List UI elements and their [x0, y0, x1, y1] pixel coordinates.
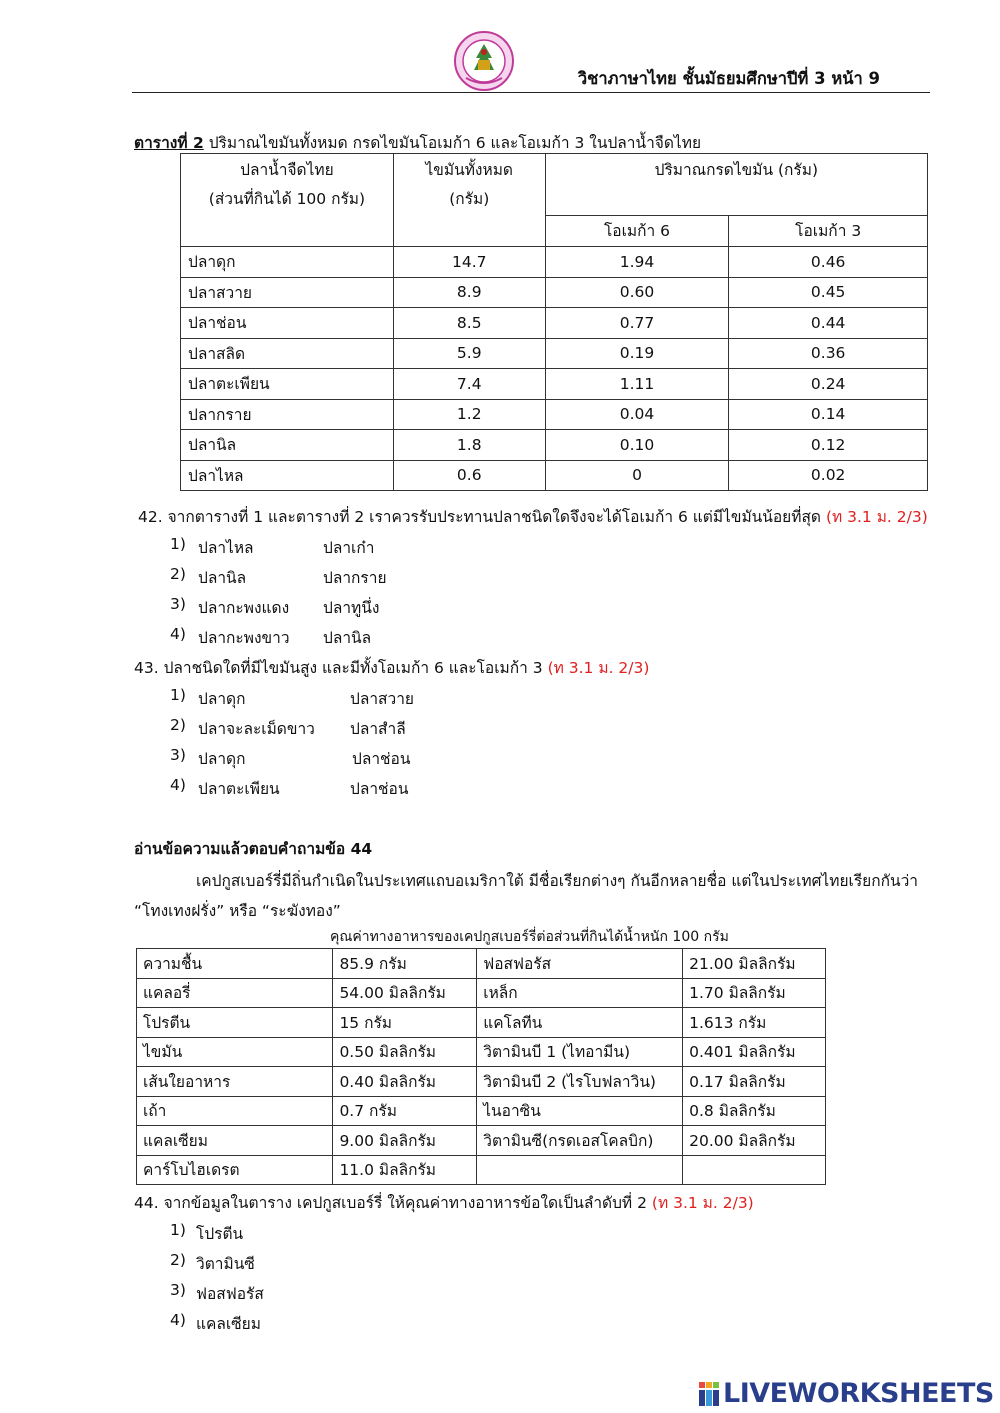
- nutrient-name: โปรตีน: [137, 1008, 333, 1038]
- table-row: [137, 1155, 826, 1185]
- fat-value: 8.9: [393, 277, 545, 308]
- table-row: [181, 338, 928, 369]
- choice-text-b: ปลาทูนึ่ง: [323, 599, 380, 617]
- question-42-text: 42. จากตารางที่ 1 และตารางที่ 2 เราควรรับประทานปลาชนิดใดจึงจะได้โอเมก้า 6 แต่มีไขมันน้อยที่สุด: [138, 508, 821, 526]
- nutrition-table: [136, 948, 826, 1185]
- reading-heading: อ่านข้อความแล้วตอบคำถามข้อ 44: [134, 840, 373, 858]
- omega3-value: 0.36: [729, 338, 928, 369]
- q44-choice-2[interactable]: [170, 1251, 370, 1273]
- header-fish-line1: ปลาน้ำจืดไทย: [240, 161, 334, 179]
- table-row: [181, 277, 928, 308]
- nutrient-name: ไนอาซิน: [477, 1096, 683, 1126]
- q42-choice-3[interactable]: [170, 595, 430, 617]
- liveworksheets-logo-icon: [698, 1381, 720, 1407]
- watermark-text: LIVEWORKSHEETS: [723, 1378, 994, 1409]
- nutrient-value: 0.8 มิลลิกรัม: [683, 1096, 826, 1126]
- q44-choice-1[interactable]: [170, 1221, 370, 1243]
- fish-name: ปลากราย: [181, 399, 394, 430]
- omega6-value: 0.04: [545, 399, 729, 430]
- omega6-value: 0: [545, 460, 729, 491]
- omega3-value: 0.45: [729, 277, 928, 308]
- nutrient-value: 20.00 มิลลิกรัม: [683, 1126, 826, 1156]
- table-row: [137, 949, 826, 979]
- table2-caption: [134, 130, 701, 155]
- question-44-ref: (ท 3.1 ม. 2/3): [651, 1194, 754, 1212]
- header-acid: ปริมาณกรดไขมัน (กรัม): [545, 154, 927, 216]
- q44-choice-3[interactable]: [170, 1281, 370, 1303]
- fish-name: ปลาสวาย: [181, 277, 394, 308]
- choice-number: 4): [170, 625, 186, 643]
- question-42-ref: (ท 3.1 ม. 2/3): [825, 508, 928, 526]
- table-row: [137, 978, 826, 1008]
- q44-choice-4[interactable]: [170, 1311, 370, 1333]
- table-row: [137, 1037, 826, 1067]
- omega3-value: 0.14: [729, 399, 928, 430]
- choice-text-a: ปลานิล: [198, 569, 247, 587]
- header-fat-line1: ไขมันทั้งหมด: [425, 161, 513, 179]
- choice-text-b: ปลากราย: [323, 569, 387, 587]
- nutrient-name: เส้นใยอาหาร: [137, 1067, 333, 1097]
- nutrient-value: 1.70 มิลลิกรัม: [683, 978, 826, 1008]
- liveworksheets-watermark[interactable]: [698, 1378, 994, 1409]
- q43-choice-3[interactable]: [170, 746, 430, 768]
- nutrient-value: 0.401 มิลลิกรัม: [683, 1037, 826, 1067]
- q43-choice-1[interactable]: [170, 686, 430, 708]
- q42-choice-2[interactable]: [170, 565, 430, 587]
- header-fish: [181, 154, 394, 247]
- table-row: [181, 308, 928, 339]
- choice-text-a: ปลาจะละเม็ดขาว: [198, 720, 315, 738]
- header-divider: [132, 92, 930, 93]
- question-42: [138, 504, 928, 529]
- nutrient-name: ไขมัน: [137, 1037, 333, 1067]
- choice-number: 2): [170, 565, 186, 583]
- nutrient-name: แคโลทีน: [477, 1008, 683, 1038]
- choice-text-b: ปลานิล: [323, 629, 372, 647]
- choice-number: 2): [170, 1251, 186, 1269]
- reading-paragraph: [134, 866, 930, 926]
- header-omega6: โอเมก้า 6: [545, 215, 729, 246]
- fat-value: 1.2: [393, 399, 545, 430]
- nutrient-name: เถ้า: [137, 1096, 333, 1126]
- choice-text-a: ปลาตะเพียน: [198, 780, 280, 798]
- choice-number: 4): [170, 1311, 186, 1329]
- choice-number: 1): [170, 1221, 186, 1239]
- fat-value: 7.4: [393, 369, 545, 400]
- omega3-value: 0.24: [729, 369, 928, 400]
- header-fat-line2: (กรัม): [449, 190, 490, 208]
- omega6-value: 1.11: [545, 369, 729, 400]
- omega6-value: 0.60: [545, 277, 729, 308]
- q42-choice-4[interactable]: [170, 625, 430, 647]
- fish-name: ปลาตะเพียน: [181, 369, 394, 400]
- choice-number: 3): [170, 1281, 186, 1299]
- reading-paragraph-text: เคปกูสเบอร์รี่มีถิ่นกำเนิดในประเทศแถบอเมริกาใต้ มีชื่อเรียกต่างๆ กันอีกหลายชื่อ แต่ในประเทศไทยเรียกกันว่า “โทงเทงฝรั่ง” หรือ “ระฆังทอง”: [134, 872, 919, 920]
- choice-number: 1): [170, 686, 186, 704]
- question-44-text: 44. จากข้อมูลในตาราง เคปกูสเบอร์รี่ ให้คุณค่าทางอาหารข้อใดเป็นลำดับที่ 2: [134, 1194, 647, 1212]
- fish-name: ปลานิล: [181, 430, 394, 461]
- nutrient-name: คาร์โบไฮเดรต: [137, 1155, 333, 1185]
- table2-caption-text: ปริมาณไขมันทั้งหมด กรดไขมันโอเมก้า 6 และโอเมก้า 3 ในปลาน้ำจืดไทย: [203, 134, 702, 152]
- choice-number: 3): [170, 595, 186, 613]
- fish-name: ปลาไหล: [181, 460, 394, 491]
- choice-text-a: ปลากะพงขาว: [198, 629, 290, 647]
- omega3-value: 0.44: [729, 308, 928, 339]
- choice-text-a: ปลาดุก: [198, 690, 246, 708]
- table-row: [181, 460, 928, 491]
- header-fish-line2: (ส่วนที่กินได้ 100 กรัม): [208, 190, 366, 208]
- omega3-value: 0.46: [729, 247, 928, 278]
- nutrient-value: 15 กรัม: [333, 1008, 477, 1038]
- nutrient-name: เหล็ก: [477, 978, 683, 1008]
- table-row: [137, 1126, 826, 1156]
- choice-text-a: ฟอสฟอรัส: [196, 1285, 264, 1303]
- page-header-title: วิชาภาษาไทย ชั้นมัธยมศึกษาปีที่ 3 หน้า 9: [577, 69, 880, 88]
- question-43-text: 43. ปลาชนิดใดที่มีไขมันสูง และมีทั้งโอเมก้า 6 และโอเมก้า 3: [134, 659, 543, 677]
- choice-text-b: ปลาสวาย: [350, 690, 414, 708]
- table-row: [137, 1008, 826, 1038]
- choice-number: 4): [170, 776, 186, 794]
- choice-number: 1): [170, 535, 186, 553]
- nutrient-value: 85.9 กรัม: [333, 949, 477, 979]
- nutrient-name: [477, 1155, 683, 1185]
- omega6-value: 0.19: [545, 338, 729, 369]
- fish-name: ปลาช่อน: [181, 308, 394, 339]
- fish-name: ปลาสลิด: [181, 338, 394, 369]
- nutrient-value: 9.00 มิลลิกรัม: [333, 1126, 477, 1156]
- table-row: [181, 399, 928, 430]
- q42-choice-1[interactable]: [170, 535, 430, 557]
- table-row: [137, 1067, 826, 1097]
- table3-caption: คุณค่าทางอาหารของเคปกูสเบอร์รี่ต่อส่วนที่กินได้น้ำหนัก 100 กรัม: [330, 929, 729, 945]
- nutrient-name: ความชื้น: [137, 949, 333, 979]
- choice-text-a: วิตามินซี: [196, 1255, 255, 1273]
- omega6-value: 1.94: [545, 247, 729, 278]
- q43-choice-2[interactable]: [170, 716, 430, 738]
- omega6-value: 0.77: [545, 308, 729, 339]
- fish-name: ปลาดุก: [181, 247, 394, 278]
- choice-text-a: ปลาไหล: [198, 539, 254, 557]
- nutrient-name: วิตามินซี(กรดเอสโคลบิก): [477, 1126, 683, 1156]
- table-row: [181, 369, 928, 400]
- fat-value: 0.6: [393, 460, 545, 491]
- nutrient-value: 0.40 มิลลิกรัม: [333, 1067, 477, 1097]
- nutrient-name: วิตามินบี 1 (ไทอามีน): [477, 1037, 683, 1067]
- table2-caption-label: ตารางที่ 2: [134, 134, 204, 152]
- nutrient-name: วิตามินบี 2 (ไรโบฟลาวิน): [477, 1067, 683, 1097]
- fat-value: 5.9: [393, 338, 545, 369]
- choice-text-b: ปลาช่อน: [350, 780, 409, 798]
- nutrient-value: 0.50 มิลลิกรัม: [333, 1037, 477, 1067]
- choice-text-b: ปลาสำลี: [350, 720, 406, 738]
- question-44: [134, 1190, 754, 1215]
- choice-number: 2): [170, 716, 186, 734]
- q43-choice-4[interactable]: [170, 776, 430, 798]
- question-43-ref: (ท 3.1 ม. 2/3): [547, 659, 650, 677]
- omega6-value: 0.10: [545, 430, 729, 461]
- choice-text-a: ปลากะพงแดง: [198, 599, 290, 617]
- nutrient-value: 0.17 มิลลิกรัม: [683, 1067, 826, 1097]
- header-omega3: โอเมก้า 3: [729, 215, 928, 246]
- school-seal-icon: [452, 30, 516, 92]
- nutrient-value: 0.7 กรัม: [333, 1096, 477, 1126]
- table-row: [181, 247, 928, 278]
- question-43: [134, 655, 649, 680]
- nutrient-value: 54.00 มิลลิกรัม: [333, 978, 477, 1008]
- fish-fat-table: [180, 153, 928, 491]
- nutrient-name: ฟอสฟอรัส: [477, 949, 683, 979]
- fat-value: 8.5: [393, 308, 545, 339]
- header-fat: [393, 154, 545, 247]
- omega3-value: 0.12: [729, 430, 928, 461]
- nutrient-value: 11.0 มิลลิกรัม: [333, 1155, 477, 1185]
- omega3-value: 0.02: [729, 460, 928, 491]
- table-row: [181, 430, 928, 461]
- fat-value: 14.7: [393, 247, 545, 278]
- nutrient-name: แคลเซียม: [137, 1126, 333, 1156]
- table-row: [137, 1096, 826, 1126]
- nutrient-value: [683, 1155, 826, 1185]
- choice-text-a: แคลเซียม: [196, 1315, 261, 1333]
- fat-value: 1.8: [393, 430, 545, 461]
- nutrient-name: แคลอรี่: [137, 978, 333, 1008]
- nutrient-value: 1.613 กรัม: [683, 1008, 826, 1038]
- nutrient-value: 21.00 มิลลิกรัม: [683, 949, 826, 979]
- choice-text-a: ปลาดุก: [198, 750, 246, 768]
- choice-text-b: ปลาช่อน: [352, 750, 411, 768]
- choice-number: 3): [170, 746, 186, 764]
- choice-text-b: ปลาเก๋า: [323, 539, 375, 557]
- choice-text-a: โปรตีน: [196, 1225, 244, 1243]
